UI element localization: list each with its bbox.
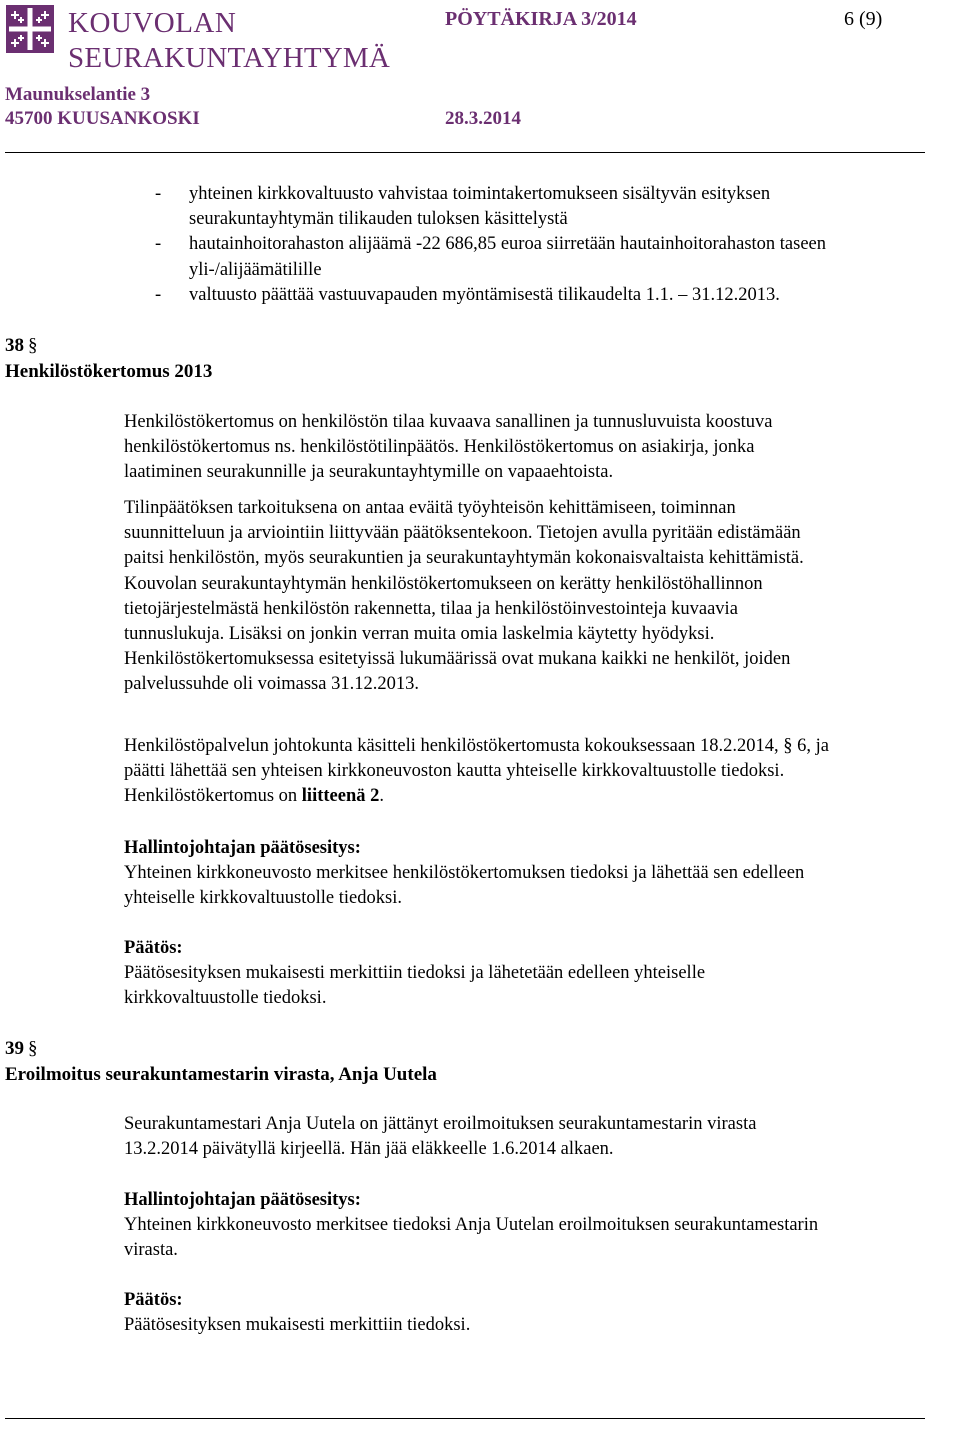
section-38-para1	[124, 410, 772, 486]
page-number: 6 (9)	[844, 8, 883, 30]
text-line: tunnuslukuja. Lisäksi on jonkin verran muita omia laskelmia käytetty hyödyksi.	[124, 624, 715, 645]
section-title: Eroilmoitus seurakuntamestarin virasta, Anja Uutela	[5, 1064, 437, 1085]
attachment-reference: liitteenä 2	[301, 786, 380, 807]
section-title: Henkilöstökertomus 2013	[5, 361, 213, 382]
text-line: Yhteinen kirkkoneuvosto merkitsee henkilöstökertomuksen tiedoksi ja lähettää sen edelleen	[124, 863, 805, 884]
text-line: Päätösesityksen mukaisesti merkittiin tiedoksi.	[124, 1315, 471, 1336]
crosses-logo-icon	[6, 5, 54, 53]
section-39-para1	[124, 1112, 756, 1162]
text-line: Henkilöstökertomuksessa esitetyissä lukumäärissä ovat mukana kaikki ne henkilöt, joiden	[124, 649, 791, 670]
section-symbol: §	[28, 1038, 38, 1059]
bullet-line: hautainhoitorahaston alijäämä -22 686,85 euroa siirretään hautainhoitorahaston taseen	[189, 234, 827, 255]
bullet-item: - valtuusto päättää vastuuvapauden myöntämisestä tilikaudelta 1.1. – 31.12.2013.	[155, 283, 826, 308]
text-line: henkilöstökertomus ns. henkilöstötilinpäätös. Henkilöstökertomus on asiakirja, jonka	[124, 437, 755, 458]
section-38-para3	[124, 734, 829, 810]
header-divider	[5, 152, 925, 153]
text-line: paitsi henkilöstön, myös seurakuntien ja seurakuntayhtymän kokonaisvaltaista kehittämistä.	[124, 548, 804, 569]
proposal-heading: Hallintojohtajan päätösesitys:	[124, 838, 361, 858]
section-38-para2	[124, 496, 804, 698]
section-number: 38	[5, 335, 24, 356]
text-line: 13.2.2014 päivätyllä kirjeellä. Hän jää eläkkeelle 1.6.2014 alkaen.	[124, 1139, 614, 1160]
document-title: PÖYTÄKIRJA 3/2014	[445, 8, 637, 30]
text-line: Seurakuntamestari Anja Uutela on jättänyt eroilmoituksen seurakuntamestarin virasta	[124, 1114, 757, 1134]
bullet-line: yli-/alijäämätilille	[189, 259, 322, 280]
text-line: yhteiselle kirkkovaltuustolle tiedoksi.	[124, 888, 402, 909]
section-38-heading	[5, 335, 212, 383]
section-39-decision	[124, 1288, 470, 1338]
proposal-heading: Hallintojohtajan päätösesitys:	[124, 1190, 361, 1210]
bullet-item: - hautainhoitorahaston alijäämä -22 686,85 euroa siirretään hautainhoitorahaston taseen yli-/alijäämätilille	[155, 232, 826, 282]
text-line: palvelussuhde oli voimassa 31.12.2013.	[124, 674, 419, 695]
section-39-proposal	[124, 1188, 818, 1264]
meeting-date: 28.3.2014	[445, 108, 521, 129]
section-number: 39	[5, 1038, 24, 1059]
organization-name-line1: KOUVOLAN	[68, 7, 237, 39]
bullet-line: yhteinen kirkkovaltuusto vahvistaa toimintakertomukseen sisältyvän esityksen	[189, 184, 771, 204]
section-38-proposal	[124, 836, 804, 912]
bullet-item: - yhteinen kirkkovaltuusto vahvistaa toimintakertomukseen sisältyvän esityksen seurakuntayhtymän tilikauden tuloksen käsittelystä	[155, 182, 826, 232]
address-street: Maunukselantie 3	[5, 84, 151, 105]
bullet-line: valtuusto päättää vastuuvapauden myöntämisestä tilikaudelta 1.1. – 31.12.2013.	[189, 284, 780, 305]
address-postal: 45700 KUUSANKOSKI	[5, 108, 200, 129]
text-line: päätti lähettää sen yhteisen kirkkoneuvoston kautta yhteiselle kirkkovaltuustolle tiedoksi.	[124, 761, 785, 782]
text-line: Henkilöstöpalvelun johtokunta käsitteli henkilöstökertomusta kokouksessaan 18.2.2014, § 6, ja	[124, 736, 829, 756]
section-symbol: §	[28, 335, 38, 356]
text-line: Päätösesityksen mukaisesti merkittiin tiedoksi ja lähetetään edelleen yhteiselle	[124, 963, 706, 984]
text-line: Tilinpäätöksen tarkoituksena on antaa eväitä työyhteisön kehittämiseen, toiminnan	[124, 498, 736, 518]
text-line: Henkilöstökertomus on liitteenä 2.	[124, 786, 384, 807]
footer-divider	[5, 1418, 925, 1419]
text-line: virasta.	[124, 1240, 178, 1261]
text-line: suunnitteluun ja arviointiin liittyvään päätöksentekoon. Tietojen avulla pyritään edistämään	[124, 523, 801, 544]
text-line: Henkilöstökertomus on henkilöstön tilaa kuvaava sanallinen ja tunnusluvuista koostuva	[124, 412, 773, 432]
decision-heading: Päätös:	[124, 1290, 183, 1310]
decision-heading: Päätös:	[124, 938, 183, 958]
organization-name-line2: SEURAKUNTAYHTYMÄ	[68, 42, 391, 74]
prev-section-bullets	[155, 182, 826, 308]
section-38-decision	[124, 936, 705, 1012]
text-line: Yhteinen kirkkoneuvosto merkitsee tiedoksi Anja Uutelan eroilmoituksen seurakuntamestarin	[124, 1215, 819, 1236]
text-line: laatiminen seurakunnille ja seurakuntayhtymille on vapaaehtoista.	[124, 462, 614, 483]
text-line: kirkkovaltuustolle tiedoksi.	[124, 988, 327, 1009]
bullet-line: seurakuntayhtymän tilikauden tuloksen käsittelystä	[189, 209, 568, 230]
text-line: Kouvolan seurakuntayhtymän henkilöstökertomukseen on kerätty henkilöstöhallinnon	[124, 573, 763, 594]
text-line: tietojärjestelmästä henkilöstön rakennetta, tilaa ja henkilöstöinvestointeja kuvaavia	[124, 598, 738, 619]
section-39-heading	[5, 1038, 437, 1086]
